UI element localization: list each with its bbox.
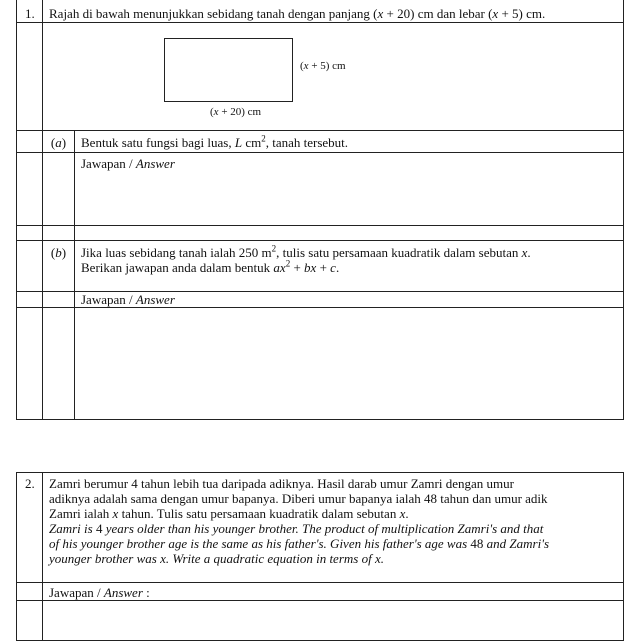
part-b-question: Jika luas sebidang tanah ialah 250 $m^2$, tulis satu persamaan kuadratik dalam sebutan x. Berikan jawapan anda dalam bentuk $ax^2$ + bx + c. [75,241,624,292]
q2-english-translation: Zamri is 4 years older than his younger brother. The product of multiplication Zamri's and that of his younger brother age is the same as his father's. Given his father's age was 48 and Zamri's younger brother was x. Write a quadratic equation in terms of x. [49,521,550,566]
part-a-answer-space[interactable]: Jawapan / Answer [75,153,624,226]
land-rectangle [164,38,293,102]
q1-figure-row [17,23,624,131]
part-b-answer-space[interactable] [75,308,624,420]
q2-question: Zamri berumur 4 tahun lebih tua daripada adiknya. Hasil darab umur Zamri dengan umur adiknya adalah sama dengan umur bapanya. Diberi umur bapanya ialah 48 tahun dan umur adik Zamri ialah x tahun. Tulis satu persamaan kuadratik dalam sebutan x. Zamri is 4 years older than his younger brother. The product of multiplication Zamri's and that of his younger brother age is the same as his father's. Given his father's age was 48 and Zamri's younger brother was x. Write a quadratic equation in terms of x. [43,473,624,583]
length-label: (x + 20) cm [210,106,262,118]
answer-label: Jawapan / [81,156,136,171]
part-a-question: Bentuk satu fungsi bagi luas, L $cm^2$, tanah tersebut. [75,131,624,153]
q1b-row [17,241,624,292]
q1a-row [17,131,624,153]
question-2-table [16,472,624,641]
q2-number: 2. [17,473,43,583]
width-label: (x + 5) cm [300,60,346,72]
q2-answer-space[interactable] [43,601,624,641]
part-b-label: (b) [43,241,75,292]
part-b-answer-label: Jawapan / Answer [75,292,624,308]
q1-stem-row [17,0,624,23]
q1b-answer-row [17,308,624,420]
q1-spacer-row [17,226,624,241]
land-diagram [43,23,623,130]
part-a-label: (a) [43,131,75,153]
q1a-answer-row [17,153,624,226]
q2-answer-label-row [17,583,624,601]
q1b-answer-label-row [17,292,624,308]
q2-answer-row [17,601,624,641]
q2-answer-label: Jawapan / Answer : [43,583,624,601]
question-1-table [16,0,624,420]
q1-stem: Rajah di bawah menunjukkan sebidang tanah dengan panjang (x + 20) cm dan lebar (x + 5) cm. [43,0,624,23]
q1-number: 1. [17,0,43,23]
q2-stem-row [17,473,624,583]
